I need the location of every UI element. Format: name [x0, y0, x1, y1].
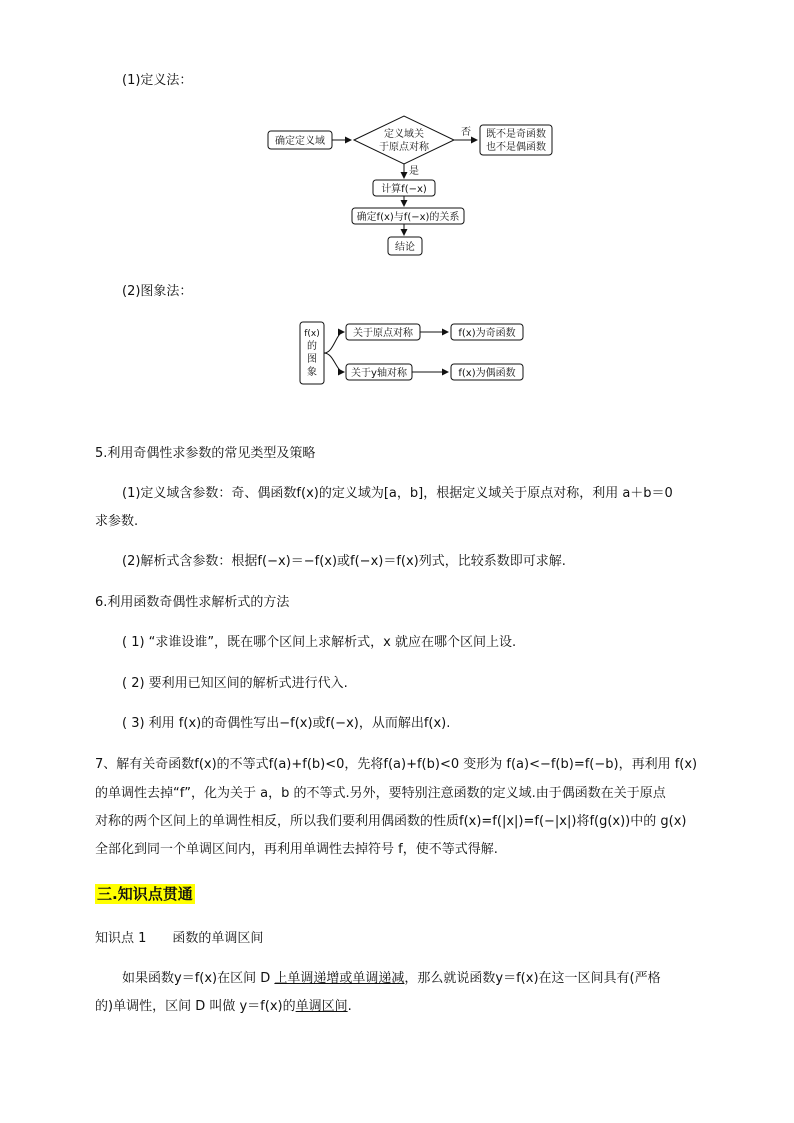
kp1-line1-post: ，那么就说函数y＝f(x)在这一区间具有(严格	[404, 971, 661, 986]
flow-start-label: 确定定义域	[275, 136, 325, 147]
flow-yes-label: 是	[409, 166, 419, 177]
graph-left-char-4: 象	[307, 367, 317, 378]
knowledge-point-1-title: 知识点 1 函数的单调区间	[95, 931, 264, 946]
section7-line1: 7、解有关奇函数f(x)的不等式f(a)+f(b)<0，先将f(a)+f(b)<0 变形为 f(a)<−f(b)=f(−b)，再利用 f(x)	[95, 757, 698, 772]
section6-item3: ( 3) 利用 f(x)的奇偶性写出−f(x)或f(−x)，从而解出f(x).	[122, 716, 451, 731]
graph-branch1-label: 关于原点对称	[353, 328, 413, 339]
kp1-line1-underlined: 上单调递增或单调递减	[274, 971, 405, 986]
graph-result2-label: f(x)为偶函数	[458, 368, 516, 379]
section6-item1: ( 1) “求谁设谁”，既在哪个区间上求解析式，x 就应在哪个区间上设.	[122, 635, 517, 650]
section6-title: 6.利用函数奇偶性求解析式的方法	[95, 595, 290, 610]
graph-branch2-label: 关于y轴对称	[351, 368, 407, 379]
kp1-line2-post: .	[347, 999, 352, 1014]
knowledge-point-1-line2	[95, 998, 352, 1016]
section7-line3: 对称的两个区间上的单调性相反，所以我们要利用偶函数的性质f(x)=f(|x|)=f(−|x|)将f(g(x))中的 g(x)	[95, 814, 687, 829]
section-heading	[95, 885, 195, 905]
graph-method-title: (2)图象法：	[122, 284, 193, 299]
graph-left-char-1: f(x)	[304, 329, 320, 339]
knowledge-point-1-line1	[122, 970, 661, 988]
flow-decision-diamond	[354, 116, 454, 164]
graph-left-char-2: 的	[307, 341, 317, 352]
flow-conclusion-label: 结论	[395, 242, 415, 253]
flow-relation-label: 确定f(x)与f(−x)的关系	[356, 212, 460, 223]
flow-no-result-line1: 既不是奇函数	[486, 129, 546, 140]
flow-compute-label: 计算f(−x)	[381, 184, 427, 195]
definition-method-title: (1)定义法：	[122, 73, 193, 88]
section5-para2: (2)解析式含参数：根据f(−x)＝−f(x)或f(−x)＝f(x)列式，比较系数即可求解.	[122, 554, 566, 569]
definition-flowchart	[262, 108, 562, 263]
flow-decision-line1: 定义域关	[384, 129, 424, 140]
graph-flowchart	[296, 318, 532, 388]
section-heading-text: 三.知识点贯通	[97, 885, 193, 903]
graph-result1-label: f(x)为奇函数	[458, 328, 516, 339]
flow-decision-line2: 于原点对称	[379, 142, 429, 153]
graph-left-char-3: 图	[307, 354, 317, 365]
section6-item2: ( 2) 要利用已知区间的解析式进行代入.	[122, 676, 348, 691]
flow-no-label: 否	[461, 127, 471, 138]
section5-para1-line2: 求参数.	[95, 514, 139, 529]
flow-no-result-line2: 也不是偶函数	[486, 142, 546, 153]
section5-title: 5.利用奇偶性求参数的常见类型及策略	[95, 446, 316, 461]
kp1-line2-underlined: 单调区间	[295, 999, 348, 1014]
section7-line4: 全部化到同一个单调区间内，再利用单调性去掉符号 f，使不等式得解.	[95, 842, 498, 857]
kp1-line1-pre: 如果函数y＝f(x)在区间 D	[122, 971, 275, 986]
section5-para1-line1: (1)定义域含参数：奇、偶函数f(x)的定义域为[a，b]，根据定义域关于原点对称，利用 a＋b＝0	[122, 486, 673, 501]
kp1-line2-pre: 的)单调性，区间 D 叫做 y＝f(x)的	[95, 999, 296, 1014]
section7-line2: 的单调性去掉“f”，化为关于 a，b 的不等式.另外，要特别注意函数的定义域.由于偶函数在关于原点	[95, 786, 666, 801]
